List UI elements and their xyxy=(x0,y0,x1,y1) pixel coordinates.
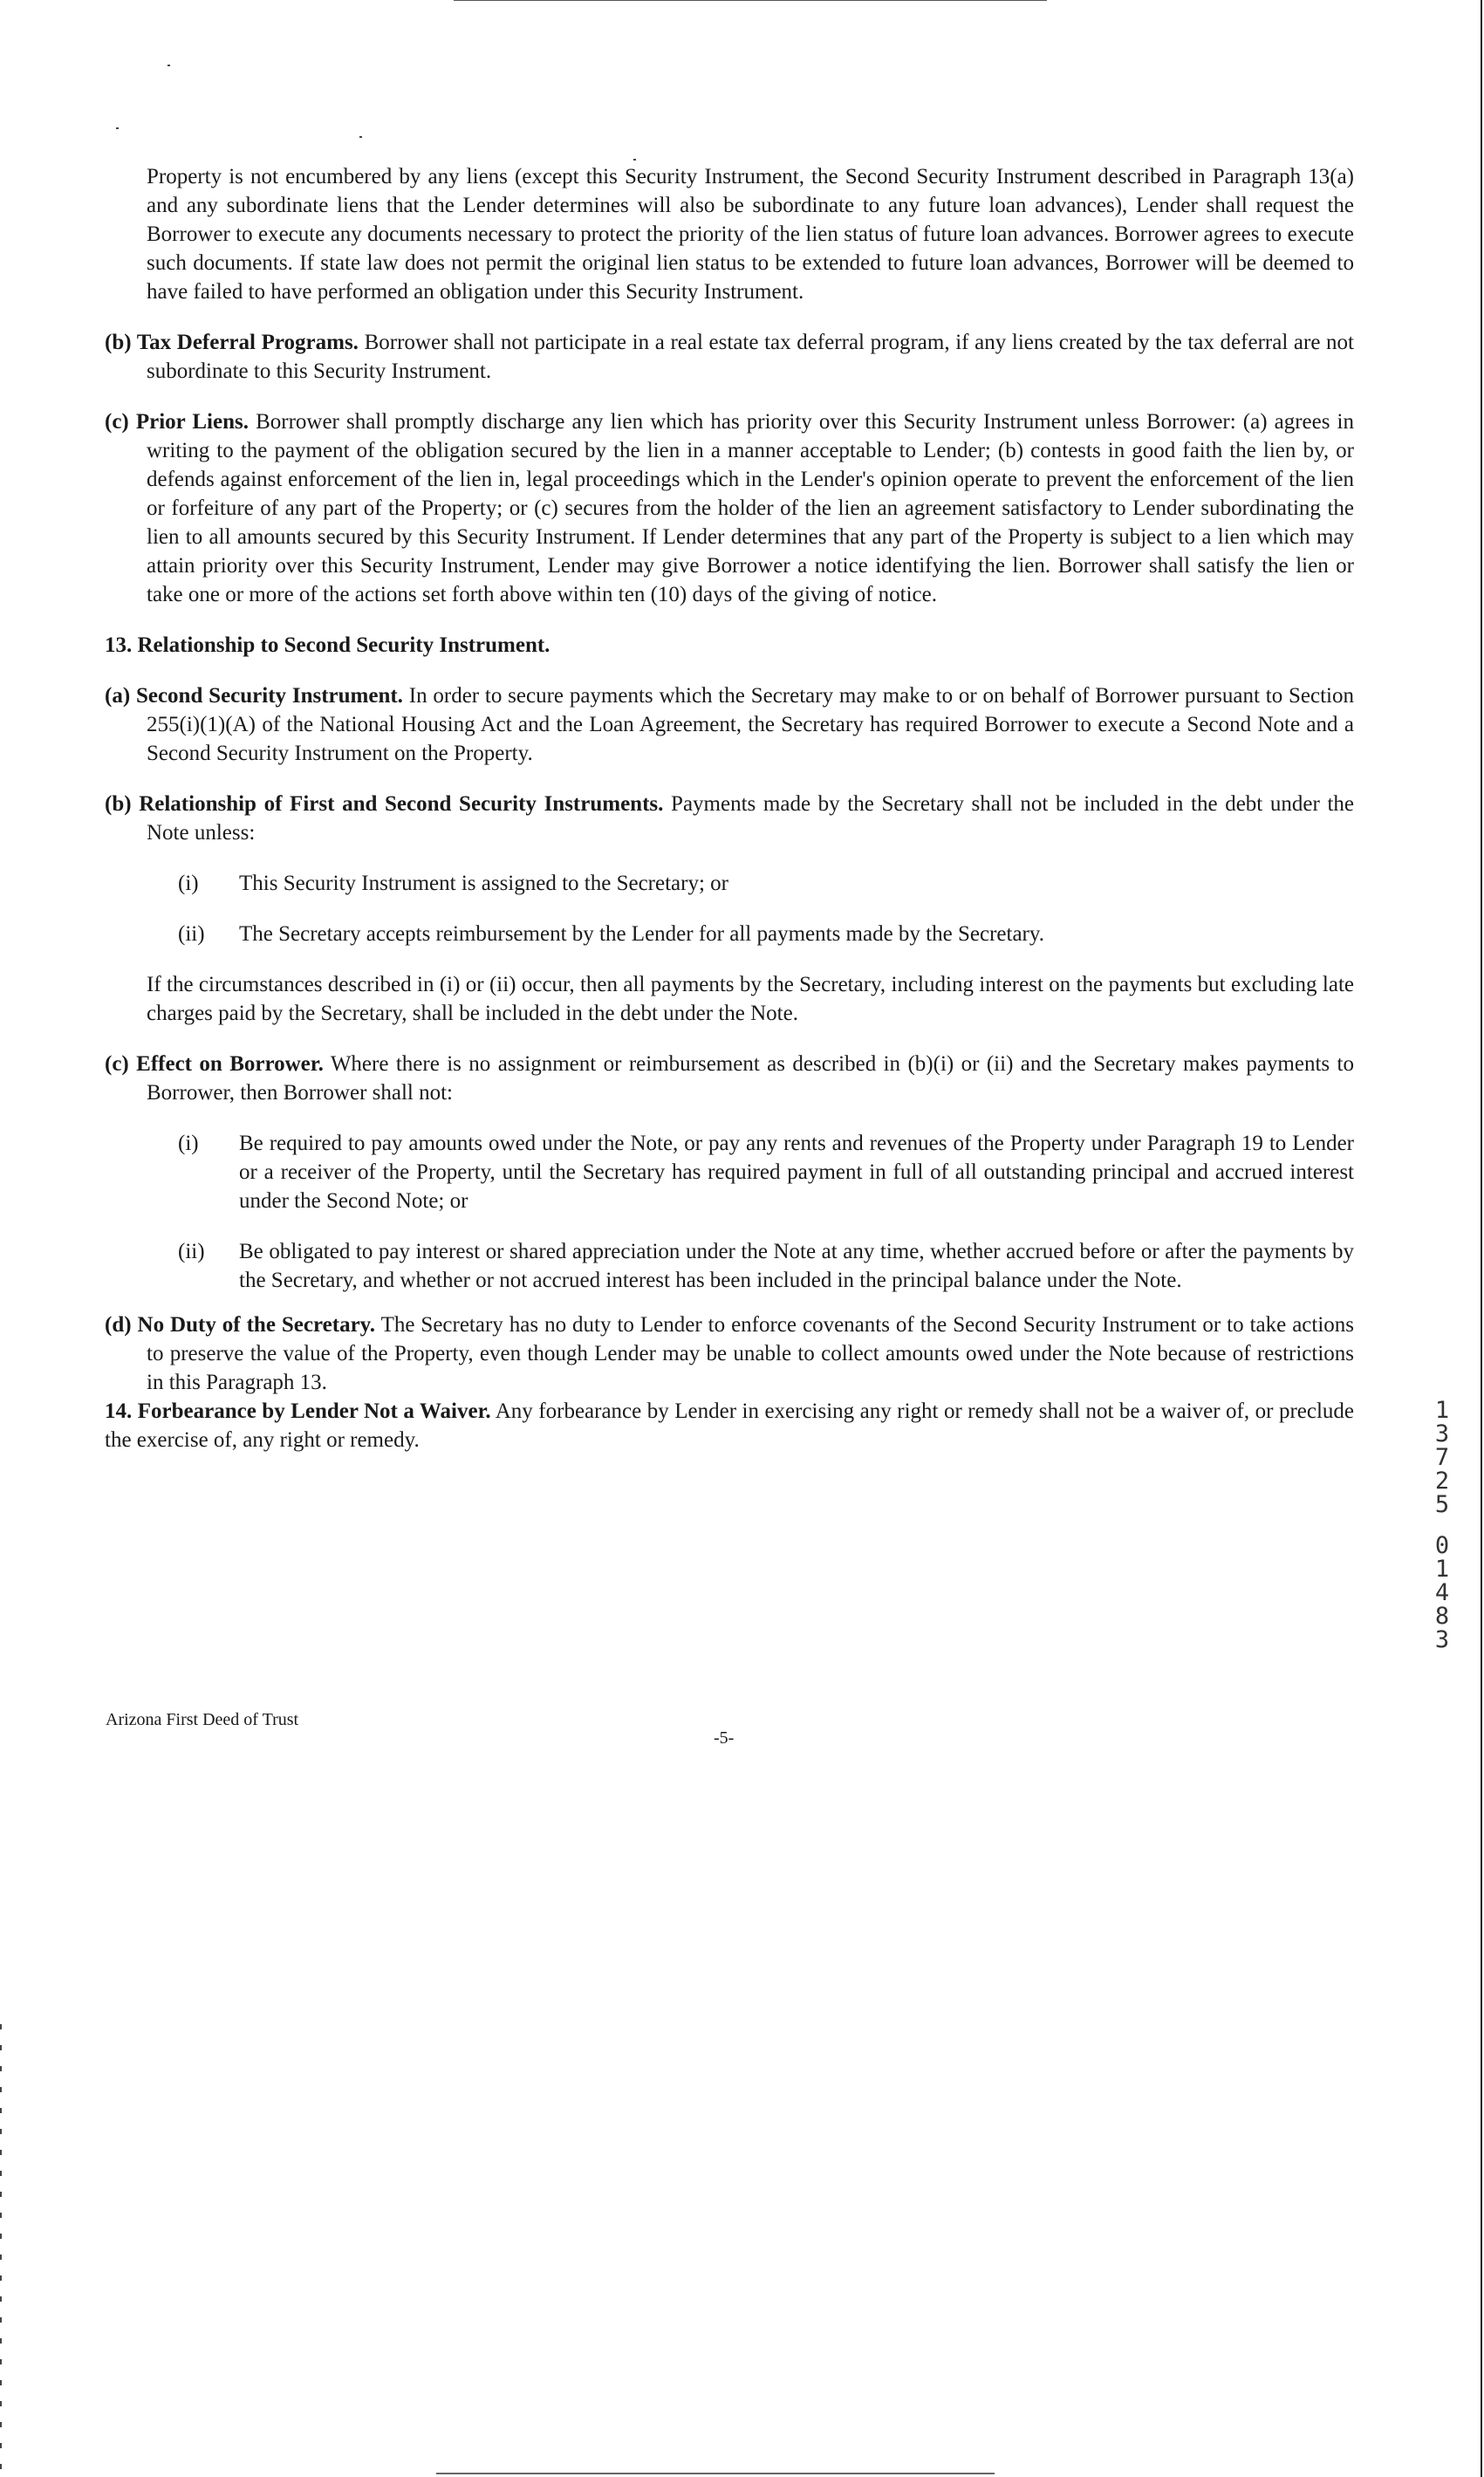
stamp-digit: 7 xyxy=(1434,1444,1450,1471)
stamp-digit: 4 xyxy=(1434,1579,1450,1606)
section-13b-heading: (b) Relationship of First and Second Security Instruments. xyxy=(105,792,664,816)
list-item-number: (ii) xyxy=(178,922,205,946)
list-item xyxy=(178,920,1354,948)
section-13d xyxy=(105,1310,1354,1397)
section-12c-heading: (c) Prior Liens. xyxy=(105,410,249,434)
section-12b xyxy=(105,328,1354,386)
section-13-title: 13. Relationship to Second Security Instrument. xyxy=(105,633,551,657)
list-item xyxy=(178,1237,1354,1295)
section-13c-text: Where there is no assignment or reimbursement as described in (b)(i) or (ii) and the Secretary makes payments to Borrower, then Borrower shall not: xyxy=(147,1052,1354,1105)
list-item xyxy=(178,869,1354,898)
section-13c xyxy=(105,1050,1354,1107)
section-12c xyxy=(105,407,1354,609)
section-13b xyxy=(105,790,1354,847)
list-item-text: Be obligated to pay interest or shared appreciation under the Note at any time, whether accrued before or after the payments by the Secretary, and whether or not accrued interest has been included in the principal balance under the Note. xyxy=(239,1240,1354,1292)
document-body xyxy=(105,162,1354,1454)
section-12b-heading: (b) Tax Deferral Programs. xyxy=(105,331,359,354)
stamp-digit: 0 xyxy=(1434,1532,1450,1559)
stamp-line-2 xyxy=(1425,1534,1460,1652)
section-12b-text: Borrower shall not participate in a real estate tax deferral program, if any liens created by the tax deferral are not subordinate to this Security Instrument. xyxy=(147,331,1355,383)
list-item-number: (ii) xyxy=(178,1240,205,1263)
section-13a xyxy=(105,681,1354,768)
scan-speck xyxy=(359,136,362,138)
recording-stamp xyxy=(1425,1399,1460,1652)
stamp-digit: 8 xyxy=(1434,1603,1450,1630)
section-13b-after: If the circumstances described in (i) or (ii) occur, then all payments by the Secretary, including interest on the payments but excluding late charges paid by the Secretary, shall be included in the debt under the Note. xyxy=(147,973,1354,1025)
list-item-text: Be required to pay amounts owed under the Note, or pay any rents and revenues of the Property under Paragraph 19 to Lender or a receiver of the Property, until the Secretary has required payment in full of all outstanding principal and accrued interest under the Second Note; or xyxy=(239,1132,1354,1213)
scan-speck xyxy=(116,127,119,129)
section-14-text: Any forbearance by Lender in exercising any right or remedy shall not be a waiver of, or preclude the exercise of, any right or remedy. xyxy=(105,1399,1354,1452)
scan-edge-right xyxy=(1481,0,1482,2477)
stamp-line-1 xyxy=(1425,1399,1460,1516)
section-13d-heading: (d) No Duty of the Secretary. xyxy=(105,1313,376,1337)
scan-speck xyxy=(168,65,170,66)
page-number: -5- xyxy=(714,1728,735,1748)
stamp-digit: 1 xyxy=(1434,1556,1450,1583)
list-item-text: The Secretary accepts reimbursement by the Lender for all payments made by the Secretary. xyxy=(239,922,1044,946)
scan-edge-bottom xyxy=(436,2473,995,2474)
section-13c-heading: (c) Effect on Borrower. xyxy=(105,1052,324,1076)
stamp-digit: 3 xyxy=(1434,1420,1450,1447)
section-13a-heading: (a) Second Security Instrument. xyxy=(105,684,403,708)
list-item-text: This Security Instrument is assigned to the Secretary; or xyxy=(239,872,728,895)
section-13d-text: The Secretary has no duty to Lender to enforce covenants of the Second Security Instrument or to take actions to preserve the value of the Property, even though Lender may be unable to collect amounts owed under the Note because of restrictions in this Paragraph 13. xyxy=(147,1313,1355,1394)
scan-edge-top xyxy=(454,0,1047,1)
list-item-number: (i) xyxy=(178,872,199,895)
section-12c-text: Borrower shall promptly discharge any lien which has priority over this Security Instrument unless Borrower: (a) agrees in writing to the payment of the obligation secured by the lien in a manner acceptable to Lender; (b) contests in good faith the lien by, or defends against enforcement of the lien in, legal proceedings which in the Lender's opinion operate to prevent the enforcement of the lien or forfeiture of any part of the Property; or (c) secures from the holder of the lien an agreement satisfactory to Lender subordinating the lien to all amounts secured by this Security Instrument. If Lender determines that any part of the Property is subject to a lien which may attain priority over this Security Instrument, Lender may give Borrower a notice identifying the lien. Borrower shall satisfy the lien or take one or more of the actions set forth above within ten (10) days of the giving of notice. xyxy=(147,410,1354,606)
section-13b-text: Payments made by the Secretary shall not be included in the debt under the Note unless: xyxy=(147,792,1355,845)
continuation-paragraph: Property is not encumbered by any liens (except this Security Instrument, the Second Security Instrument described in Paragraph 13(a) and any subordinate liens that the Lender determines will also be subordinate to any future loan advances), Lender shall request the Borrower to execute any documents necessary to protect the priority of the lien status of future loan advances. Borrower agrees to execute such documents. If state law does not permit the original lien status to be extended to future loan advances, Borrower will be deemed to have failed to have performed an obligation under this Security Instrument. xyxy=(147,165,1354,304)
scan-edge-left xyxy=(0,2024,2,2477)
scan-speck xyxy=(633,159,636,161)
footer-form-name: Arizona First Deed of Trust xyxy=(106,1710,299,1729)
section-13-heading xyxy=(105,631,1354,660)
section-14 xyxy=(105,1397,1354,1454)
stamp-digit: 2 xyxy=(1434,1468,1450,1495)
stamp-digit: 3 xyxy=(1434,1626,1450,1653)
stamp-digit: 5 xyxy=(1434,1491,1450,1518)
stamp-digit: 1 xyxy=(1434,1397,1450,1424)
list-item xyxy=(178,1129,1354,1215)
section-13a-text: In order to secure payments which the Secretary may make to or on behalf of Borrower pursuant to Section 255(i)(1)(A) of the National Housing Act and the Loan Agreement, the Secretary has required Borrower to execute a Second Note and a Second Security Instrument on the Property. xyxy=(147,684,1355,765)
section-14-heading: 14. Forbearance by Lender Not a Waiver. xyxy=(105,1399,491,1423)
list-item-number: (i) xyxy=(178,1132,199,1155)
